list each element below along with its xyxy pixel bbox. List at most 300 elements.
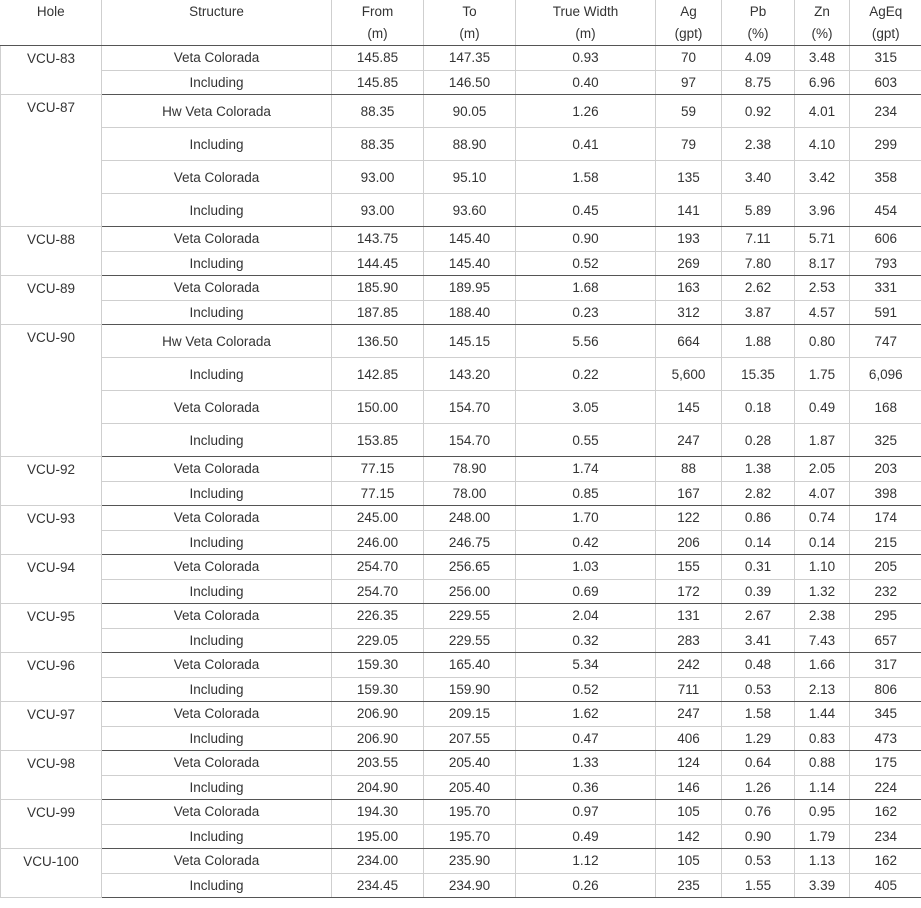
cell-ag: 97 — [656, 70, 722, 95]
cell-zn: 0.88 — [795, 751, 850, 776]
cell-zn: 2.38 — [795, 604, 850, 629]
cell-true-width: 0.49 — [516, 824, 656, 849]
header-label: AgEq — [869, 4, 903, 19]
cell-true-width: 0.32 — [516, 628, 656, 653]
cell-ageq: 224 — [850, 775, 921, 800]
hole-id: VCU-83 — [1, 46, 102, 95]
cell-true-width: 0.52 — [516, 251, 656, 276]
cell-pb: 1.88 — [722, 325, 795, 358]
header-label: Zn — [814, 4, 830, 19]
cell-true-width: 1.26 — [516, 95, 656, 128]
cell-to: 188.40 — [424, 300, 516, 325]
cell-zn: 3.42 — [795, 161, 850, 194]
table-row — [1, 702, 921, 727]
cell-true-width: 2.04 — [516, 604, 656, 629]
cell-true-width: 1.70 — [516, 506, 656, 531]
cell-ag: 141 — [656, 194, 722, 227]
cell-ageq: 806 — [850, 677, 921, 702]
table-row — [1, 194, 921, 227]
cell-structure: Veta Colorada — [102, 46, 332, 71]
header-label: True Width — [552, 4, 619, 19]
cell-ag: 135 — [656, 161, 722, 194]
hole-id: VCU-95 — [1, 604, 102, 653]
cell-to: 256.65 — [424, 555, 516, 580]
cell-structure: Including — [102, 579, 332, 604]
cell-pb: 0.53 — [722, 849, 795, 874]
header-unit: (gpt) — [871, 26, 900, 41]
header-from — [332, 0, 424, 46]
cell-zn: 1.66 — [795, 653, 850, 678]
cell-to: 229.55 — [424, 628, 516, 653]
cell-ag: 88 — [656, 457, 722, 482]
cell-pb: 2.38 — [722, 128, 795, 161]
table-row — [1, 70, 921, 95]
cell-structure: Including — [102, 481, 332, 506]
cell-ageq: 234 — [850, 824, 921, 849]
table-row — [1, 95, 921, 128]
cell-structure: Veta Colorada — [102, 800, 332, 825]
cell-true-width: 0.23 — [516, 300, 656, 325]
cell-ageq: 325 — [850, 424, 921, 457]
header-unit — [102, 23, 331, 45]
cell-zn: 1.87 — [795, 424, 850, 457]
table-row — [1, 849, 921, 874]
cell-from: 142.85 — [332, 358, 424, 391]
cell-ag: 247 — [656, 702, 722, 727]
table-row — [1, 604, 921, 629]
hole-id: VCU-90 — [1, 325, 102, 457]
cell-from: 77.15 — [332, 457, 424, 482]
cell-true-width: 5.56 — [516, 325, 656, 358]
cell-from: 145.85 — [332, 46, 424, 71]
cell-pb: 0.53 — [722, 677, 795, 702]
cell-ageq: 657 — [850, 628, 921, 653]
cell-ageq: 295 — [850, 604, 921, 629]
cell-pb: 0.28 — [722, 424, 795, 457]
cell-zn: 0.83 — [795, 726, 850, 751]
cell-true-width: 5.34 — [516, 653, 656, 678]
cell-zn: 1.14 — [795, 775, 850, 800]
hole-id: VCU-93 — [1, 506, 102, 555]
cell-ag: 711 — [656, 677, 722, 702]
cell-zn: 1.79 — [795, 824, 850, 849]
cell-ageq: 175 — [850, 751, 921, 776]
cell-structure: Including — [102, 775, 332, 800]
cell-pb: 0.64 — [722, 751, 795, 776]
cell-ag: 146 — [656, 775, 722, 800]
cell-pb: 1.55 — [722, 873, 795, 898]
table-row — [1, 530, 921, 555]
cell-ageq: 317 — [850, 653, 921, 678]
cell-ag: 155 — [656, 555, 722, 580]
table-header — [1, 0, 921, 46]
header-label: To — [462, 4, 477, 19]
cell-pb: 3.87 — [722, 300, 795, 325]
cell-to: 90.05 — [424, 95, 516, 128]
table-row — [1, 873, 921, 898]
cell-ageq: 162 — [850, 849, 921, 874]
table-row — [1, 276, 921, 301]
hole-id: VCU-98 — [1, 751, 102, 800]
table-row — [1, 628, 921, 653]
cell-ag: 59 — [656, 95, 722, 128]
cell-structure: Including — [102, 628, 332, 653]
cell-true-width: 0.55 — [516, 424, 656, 457]
cell-structure: Hw Veta Colorada — [102, 95, 332, 128]
cell-to: 165.40 — [424, 653, 516, 678]
cell-ag: 664 — [656, 325, 722, 358]
cell-structure: Veta Colorada — [102, 276, 332, 301]
cell-true-width: 0.97 — [516, 800, 656, 825]
cell-structure: Including — [102, 358, 332, 391]
cell-ageq: 606 — [850, 227, 921, 252]
cell-ag: 79 — [656, 128, 722, 161]
hole-id: VCU-100 — [1, 849, 102, 898]
cell-zn: 6.96 — [795, 70, 850, 95]
cell-from: 234.45 — [332, 873, 424, 898]
cell-ageq: 203 — [850, 457, 921, 482]
cell-pb: 1.58 — [722, 702, 795, 727]
table-row — [1, 424, 921, 457]
cell-pb: 0.31 — [722, 555, 795, 580]
cell-structure: Veta Colorada — [102, 653, 332, 678]
cell-pb: 8.75 — [722, 70, 795, 95]
table-row — [1, 391, 921, 424]
cell-ag: 406 — [656, 726, 722, 751]
cell-to: 159.90 — [424, 677, 516, 702]
cell-structure: Veta Colorada — [102, 702, 332, 727]
cell-pb: 0.18 — [722, 391, 795, 424]
cell-ageq: 205 — [850, 555, 921, 580]
cell-structure: Veta Colorada — [102, 604, 332, 629]
cell-zn: 2.05 — [795, 457, 850, 482]
cell-to: 235.90 — [424, 849, 516, 874]
cell-structure: Veta Colorada — [102, 555, 332, 580]
cell-true-width: 1.62 — [516, 702, 656, 727]
cell-structure: Hw Veta Colorada — [102, 325, 332, 358]
cell-pb: 0.76 — [722, 800, 795, 825]
cell-to: 229.55 — [424, 604, 516, 629]
table-row — [1, 775, 921, 800]
cell-from: 195.00 — [332, 824, 424, 849]
cell-from: 206.90 — [332, 726, 424, 751]
cell-ageq: 454 — [850, 194, 921, 227]
cell-from: 203.55 — [332, 751, 424, 776]
table-row — [1, 751, 921, 776]
header-hole — [1, 0, 102, 46]
cell-true-width: 0.22 — [516, 358, 656, 391]
cell-ag: 247 — [656, 424, 722, 457]
cell-ageq: 234 — [850, 95, 921, 128]
cell-pb: 1.38 — [722, 457, 795, 482]
cell-zn: 1.13 — [795, 849, 850, 874]
cell-pb: 15.35 — [722, 358, 795, 391]
header-unit — [1, 23, 102, 45]
cell-structure: Including — [102, 677, 332, 702]
table-row — [1, 653, 921, 678]
cell-to: 205.40 — [424, 775, 516, 800]
table-row — [1, 726, 921, 751]
cell-structure: Veta Colorada — [102, 391, 332, 424]
table-row — [1, 161, 921, 194]
cell-zn: 0.49 — [795, 391, 850, 424]
cell-true-width: 0.90 — [516, 227, 656, 252]
cell-structure: Veta Colorada — [102, 227, 332, 252]
cell-pb: 3.40 — [722, 161, 795, 194]
cell-ag: 105 — [656, 800, 722, 825]
cell-structure: Including — [102, 824, 332, 849]
cell-ageq: 398 — [850, 481, 921, 506]
table-row — [1, 46, 921, 71]
cell-ag: 163 — [656, 276, 722, 301]
cell-from: 206.90 — [332, 702, 424, 727]
cell-to: 205.40 — [424, 751, 516, 776]
cell-zn: 4.01 — [795, 95, 850, 128]
header-label: From — [361, 4, 394, 19]
cell-ageq: 215 — [850, 530, 921, 555]
cell-to: 248.00 — [424, 506, 516, 531]
table-row — [1, 251, 921, 276]
cell-true-width: 0.45 — [516, 194, 656, 227]
cell-ageq: 405 — [850, 873, 921, 898]
cell-structure: Veta Colorada — [102, 751, 332, 776]
table-row — [1, 800, 921, 825]
cell-pb: 0.86 — [722, 506, 795, 531]
cell-ageq: 299 — [850, 128, 921, 161]
cell-zn: 1.32 — [795, 579, 850, 604]
hole-id: VCU-99 — [1, 800, 102, 849]
table-body — [1, 46, 921, 898]
cell-ag: 131 — [656, 604, 722, 629]
header-unit: (%) — [811, 26, 833, 41]
cell-ageq: 358 — [850, 161, 921, 194]
hole-id: VCU-92 — [1, 457, 102, 506]
cell-structure: Including — [102, 300, 332, 325]
header-unit: (m) — [367, 26, 388, 41]
cell-from: 88.35 — [332, 128, 424, 161]
cell-ageq: 603 — [850, 70, 921, 95]
cell-from: 245.00 — [332, 506, 424, 531]
cell-structure: Including — [102, 194, 332, 227]
cell-from: 144.45 — [332, 251, 424, 276]
header-ageq — [850, 0, 921, 46]
cell-true-width: 1.68 — [516, 276, 656, 301]
hole-id: VCU-89 — [1, 276, 102, 325]
cell-ageq: 331 — [850, 276, 921, 301]
cell-zn: 2.53 — [795, 276, 850, 301]
cell-ag: 269 — [656, 251, 722, 276]
cell-true-width: 1.58 — [516, 161, 656, 194]
cell-true-width: 1.33 — [516, 751, 656, 776]
cell-true-width: 0.40 — [516, 70, 656, 95]
cell-to: 154.70 — [424, 391, 516, 424]
cell-pb: 1.26 — [722, 775, 795, 800]
cell-ag: 142 — [656, 824, 722, 849]
hole-id: VCU-97 — [1, 702, 102, 751]
cell-ag: 193 — [656, 227, 722, 252]
cell-from: 187.85 — [332, 300, 424, 325]
cell-from: 159.30 — [332, 677, 424, 702]
cell-pb: 0.14 — [722, 530, 795, 555]
cell-ageq: 174 — [850, 506, 921, 531]
cell-zn: 3.48 — [795, 46, 850, 71]
cell-zn: 1.75 — [795, 358, 850, 391]
cell-pb: 0.92 — [722, 95, 795, 128]
cell-ag: 172 — [656, 579, 722, 604]
cell-pb: 7.11 — [722, 227, 795, 252]
cell-ageq: 747 — [850, 325, 921, 358]
cell-pb: 3.41 — [722, 628, 795, 653]
table-row — [1, 457, 921, 482]
cell-from: 229.05 — [332, 628, 424, 653]
cell-structure: Including — [102, 251, 332, 276]
header-pb — [722, 0, 795, 46]
header-zn — [795, 0, 850, 46]
cell-from: 145.85 — [332, 70, 424, 95]
table-row — [1, 824, 921, 849]
header-label: Hole — [36, 4, 65, 19]
table-row — [1, 300, 921, 325]
cell-structure: Including — [102, 128, 332, 161]
table-row — [1, 677, 921, 702]
cell-zn: 3.39 — [795, 873, 850, 898]
cell-structure: Including — [102, 70, 332, 95]
cell-pb: 0.48 — [722, 653, 795, 678]
cell-from: 185.90 — [332, 276, 424, 301]
cell-true-width: 3.05 — [516, 391, 656, 424]
cell-ag: 235 — [656, 873, 722, 898]
cell-zn: 0.74 — [795, 506, 850, 531]
header-to — [424, 0, 516, 46]
cell-true-width: 0.69 — [516, 579, 656, 604]
cell-pb: 0.39 — [722, 579, 795, 604]
cell-zn: 3.96 — [795, 194, 850, 227]
cell-structure: Including — [102, 873, 332, 898]
cell-ag: 105 — [656, 849, 722, 874]
header-row — [1, 0, 921, 46]
cell-to: 78.90 — [424, 457, 516, 482]
cell-ageq: 591 — [850, 300, 921, 325]
cell-ageq: 473 — [850, 726, 921, 751]
cell-true-width: 0.85 — [516, 481, 656, 506]
cell-ag: 312 — [656, 300, 722, 325]
cell-to: 207.55 — [424, 726, 516, 751]
cell-true-width: 0.26 — [516, 873, 656, 898]
cell-from: 246.00 — [332, 530, 424, 555]
header-label: Ag — [680, 4, 697, 19]
cell-pb: 0.90 — [722, 824, 795, 849]
table-row — [1, 579, 921, 604]
header-label: Pb — [749, 4, 767, 19]
cell-zn: 1.44 — [795, 702, 850, 727]
cell-true-width: 0.52 — [516, 677, 656, 702]
cell-ag: 124 — [656, 751, 722, 776]
cell-from: 194.30 — [332, 800, 424, 825]
header-unit: (gpt) — [674, 26, 703, 41]
cell-pb: 2.62 — [722, 276, 795, 301]
cell-ageq: 793 — [850, 251, 921, 276]
cell-ageq: 168 — [850, 391, 921, 424]
cell-pb: 4.09 — [722, 46, 795, 71]
cell-ag: 70 — [656, 46, 722, 71]
hole-id: VCU-87 — [1, 95, 102, 227]
cell-to: 195.70 — [424, 800, 516, 825]
cell-to: 146.50 — [424, 70, 516, 95]
cell-from: 254.70 — [332, 579, 424, 604]
cell-structure: Including — [102, 726, 332, 751]
cell-from: 93.00 — [332, 161, 424, 194]
cell-true-width: 1.03 — [516, 555, 656, 580]
table-row — [1, 481, 921, 506]
cell-ag: 5,600 — [656, 358, 722, 391]
cell-to: 145.15 — [424, 325, 516, 358]
cell-ageq: 345 — [850, 702, 921, 727]
cell-structure: Veta Colorada — [102, 161, 332, 194]
cell-ag: 206 — [656, 530, 722, 555]
header-unit: (m) — [459, 26, 480, 41]
cell-to: 78.00 — [424, 481, 516, 506]
cell-to: 145.40 — [424, 251, 516, 276]
cell-ageq: 232 — [850, 579, 921, 604]
cell-structure: Including — [102, 530, 332, 555]
cell-to: 209.15 — [424, 702, 516, 727]
cell-to: 95.10 — [424, 161, 516, 194]
hole-id: VCU-94 — [1, 555, 102, 604]
cell-from: 150.00 — [332, 391, 424, 424]
table-row — [1, 506, 921, 531]
cell-ag: 145 — [656, 391, 722, 424]
cell-zn: 4.07 — [795, 481, 850, 506]
cell-ag: 167 — [656, 481, 722, 506]
cell-true-width: 0.42 — [516, 530, 656, 555]
header-true-width — [516, 0, 656, 46]
cell-zn: 0.95 — [795, 800, 850, 825]
cell-from: 204.90 — [332, 775, 424, 800]
table-row — [1, 555, 921, 580]
cell-pb: 7.80 — [722, 251, 795, 276]
cell-from: 226.35 — [332, 604, 424, 629]
cell-from: 136.50 — [332, 325, 424, 358]
cell-pb: 2.82 — [722, 481, 795, 506]
cell-to: 145.40 — [424, 227, 516, 252]
header-ag — [656, 0, 722, 46]
cell-to: 189.95 — [424, 276, 516, 301]
cell-true-width: 1.74 — [516, 457, 656, 482]
cell-ageq: 6,096 — [850, 358, 921, 391]
cell-to: 147.35 — [424, 46, 516, 71]
cell-zn: 4.10 — [795, 128, 850, 161]
cell-ageq: 315 — [850, 46, 921, 71]
cell-to: 143.20 — [424, 358, 516, 391]
cell-to: 234.90 — [424, 873, 516, 898]
cell-zn: 2.13 — [795, 677, 850, 702]
header-unit: (m) — [575, 26, 596, 41]
cell-zn: 0.14 — [795, 530, 850, 555]
cell-zn: 8.17 — [795, 251, 850, 276]
cell-to: 154.70 — [424, 424, 516, 457]
cell-pb: 2.67 — [722, 604, 795, 629]
cell-from: 77.15 — [332, 481, 424, 506]
header-unit: (%) — [747, 26, 769, 41]
cell-structure: Veta Colorada — [102, 849, 332, 874]
cell-structure: Veta Colorada — [102, 506, 332, 531]
header-structure — [102, 0, 332, 46]
cell-zn: 5.71 — [795, 227, 850, 252]
table-row — [1, 128, 921, 161]
cell-ag: 242 — [656, 653, 722, 678]
cell-structure: Veta Colorada — [102, 457, 332, 482]
cell-to: 256.00 — [424, 579, 516, 604]
